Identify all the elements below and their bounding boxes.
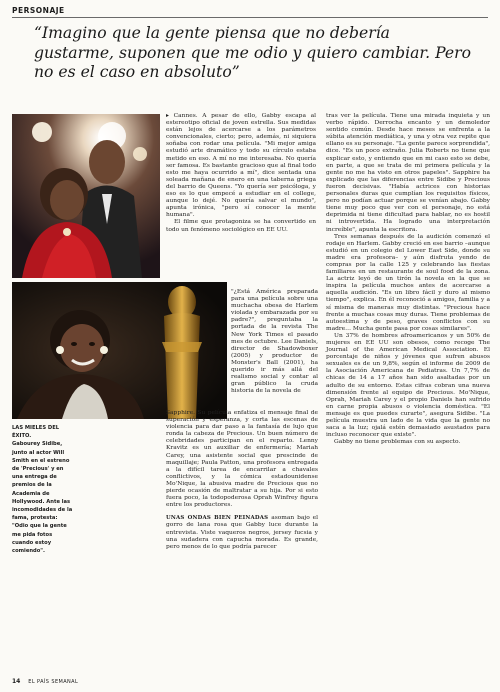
article-column-1-bottom: [166, 410, 318, 551]
article-paragraph: Tres semanas después de la audición comenzó el rodaje en Harlem. Gabby creció en ese barrio –aunque estudió en un colegio del Lower East Side, donde su madre era profesora– y aún disfruta yendo de compras por la calle 125 y celebrando las fiestas familiares en un restaurante de soul food de la zona. La actriz leyó de un tirón la novela en la que se inspira la película muchos antes de acercarse a aquella audición. "Es un libro fácil y duro al mismo tiempo", explica. En él reconoció a amigos, familia y a sí misma de maneras muy distintas. "Precious hace frente a muchas cosas muy duras. Tiene problemas de autoestima y de peso, graves conflictos con su madre… Mucha gente pasa por cosas similares".: [326, 233, 490, 332]
photo-academy-awards: [12, 282, 227, 419]
section-label: PERSONAJE: [12, 6, 65, 15]
article-paragraph: "¿Está América preparada para una película sobre una muchacha obesa de Harlem violada y embarazada por su padre?", preguntaba la portada de la revista The New York Times el pasado mes de octubre. Lee Daniels, director de Shadowboxer (2005) y productor de Monster's Ball (2001), ha querido ir más allá del realismo social y contar al gran público la cruda historia de la novela de: [231, 289, 318, 395]
photo-premiere: [12, 114, 160, 278]
header-rule: [12, 17, 488, 18]
arrow-icon: ▸: [166, 113, 169, 119]
article-paragraph: El filme que protagoniza se ha convertido en todo un fenómeno sociológico en EE UU.: [166, 219, 316, 233]
page-number: 14: [12, 678, 21, 685]
caption-text: Gabourey Sidibe, junto al actor Will Smith en el estreno de 'Precious' y en una entrega de premios de la Academia de Hollywood. Ante las incomodidades de la fama, protesta: "Odio que la gente me pida fotos cuando estoy comiendo".: [12, 441, 73, 555]
article-paragraph: tras ver la película. Tiene una mirada inquieta y un verbo rápido. Derrocha encanto y un demoledor sentido común. Desde hace meses se enfrenta a la súbita atención mediática, y una y otra vez repite que ellano es su personaje. "La gente parece sorprendida", dice. "Es un poco extraño. Julia Roberts no tiene que explicar esto, y entiendo que en mi caso esto se debe, en parte, a que se trata de mi primera película y la gente no me ha visto en otros papeles". Sapphire ha explicado que las diferencias entre Sidibe y Precious fueron decisivas. "Había actrices con historias personales duras que cumplían los requisitos físicos, pero no podían actuar porque se venían abajo. Gabby tiene muy poco que ver con el personaje, no está deprimida ni tiene dificultad para hablar, no es hostil ni introvertida. Ha logrado una interpretación increíble", apunta la escritora.: [326, 113, 490, 233]
article-paragraph: Sapphire. Su película enfatiza el mensaje final de superación y esperanza, y corta las escenas de violencia para dar paso a la fantasía de lujo que ronda la cabeza de Precious. Un buen número de celebridades participan en el reparto. Lenny Kravitz es un auxiliar de enfermería; Mariah Carey, una asistente social que prescinde de maquillaje; Paula Patton, una profesora entregada a la difícil tarea de encarrilar a chavales conflictivos, y la cómica estadounidense Mo'Nique, la abusiva madre de Precious que no pierde ocasión de maltratar a su hija. Por si esto fuera poco, la todopoderosa Oprah Winfrey figura entre los productores.: [166, 410, 318, 509]
caption-title: LAS MIELES DEL ÉXITO.: [12, 425, 60, 440]
publication-name: EL PAÍS SEMANAL: [28, 679, 79, 685]
article-paragraph: Gabby no tiene problemas con su aspecto.: [334, 439, 461, 446]
article-column-2: [326, 113, 490, 446]
article-column-1-narrow: [231, 289, 318, 395]
page-footer: [12, 678, 78, 685]
article-paragraph: Un 37% de hombres afroamericanos y un 50% de mujeres en EE UU son obesos, como recoge The Journal of the American Medical Association. El porcentaje de niños y jóvenes que sufren abusos sexuales es de un 9,8%, según el informe de 2009 de la Asociación Americana de Pediatras. Un 7,7% de chicas de 14 a 17 años han sido asaltadas por un adulto de su entorno. Estas cifras cobran una nueva dimensión frente al equipo de Precious. Mo'Nique, Oprah, Mariah Carey y el propio Daniels han sufrido en carne propia abusos o violencia doméstica. "El mensaje es que puedes curarte", asegura Sidibe. "La película muestra un lado de la vida que la gente no saca a la luz; ojalá estén demasiado asustados para incluso reconocer que existe".: [326, 332, 490, 439]
article-column-1-top: [166, 113, 316, 234]
photo-caption: [12, 424, 74, 555]
article-subhead: UNAS ONDAS BIEN PEINADAS: [166, 515, 269, 522]
pull-quote: “Imagino que la gente piensa que no debería gustarme, suponen que me odio y quiero cambiar. Pero no es el caso en absoluto”: [34, 24, 471, 82]
article-paragraph: Cannes. A pesar de ello, Gabby escapa al estereotipo oficial de joven estrella. Sus medidas están lejos de acercarse a los parámetros convencionales, cierto; pero, además, ni siquiera soñaba con rodar una película. "Mi mejor amiga estudió arte dramático y todo su círculo estaba metido en eso. A mí no me interesaba. No quería ser famosa. Es bastante gracioso que al final todo esto me haya ocurrido a mí", dice sentada una soleada mañana de enero en una taberna griega del barrio de Queens. "Yo quería ser psicóloga, y eso es lo que empecé a estudiar en el college, aunque lo dejé. No quería salvar el mundo", apunta irónica, "pero sí conocer la mente humana".: [166, 113, 316, 219]
article-paragraph: asoman bajo el gorro de lana rosa que Gabby luce durante la entrevista. Viste vaqueros negros, jersey fucsia y una sudadera con capucha morada. Es grande, pero menos de lo que podría parecer: [166, 515, 319, 550]
